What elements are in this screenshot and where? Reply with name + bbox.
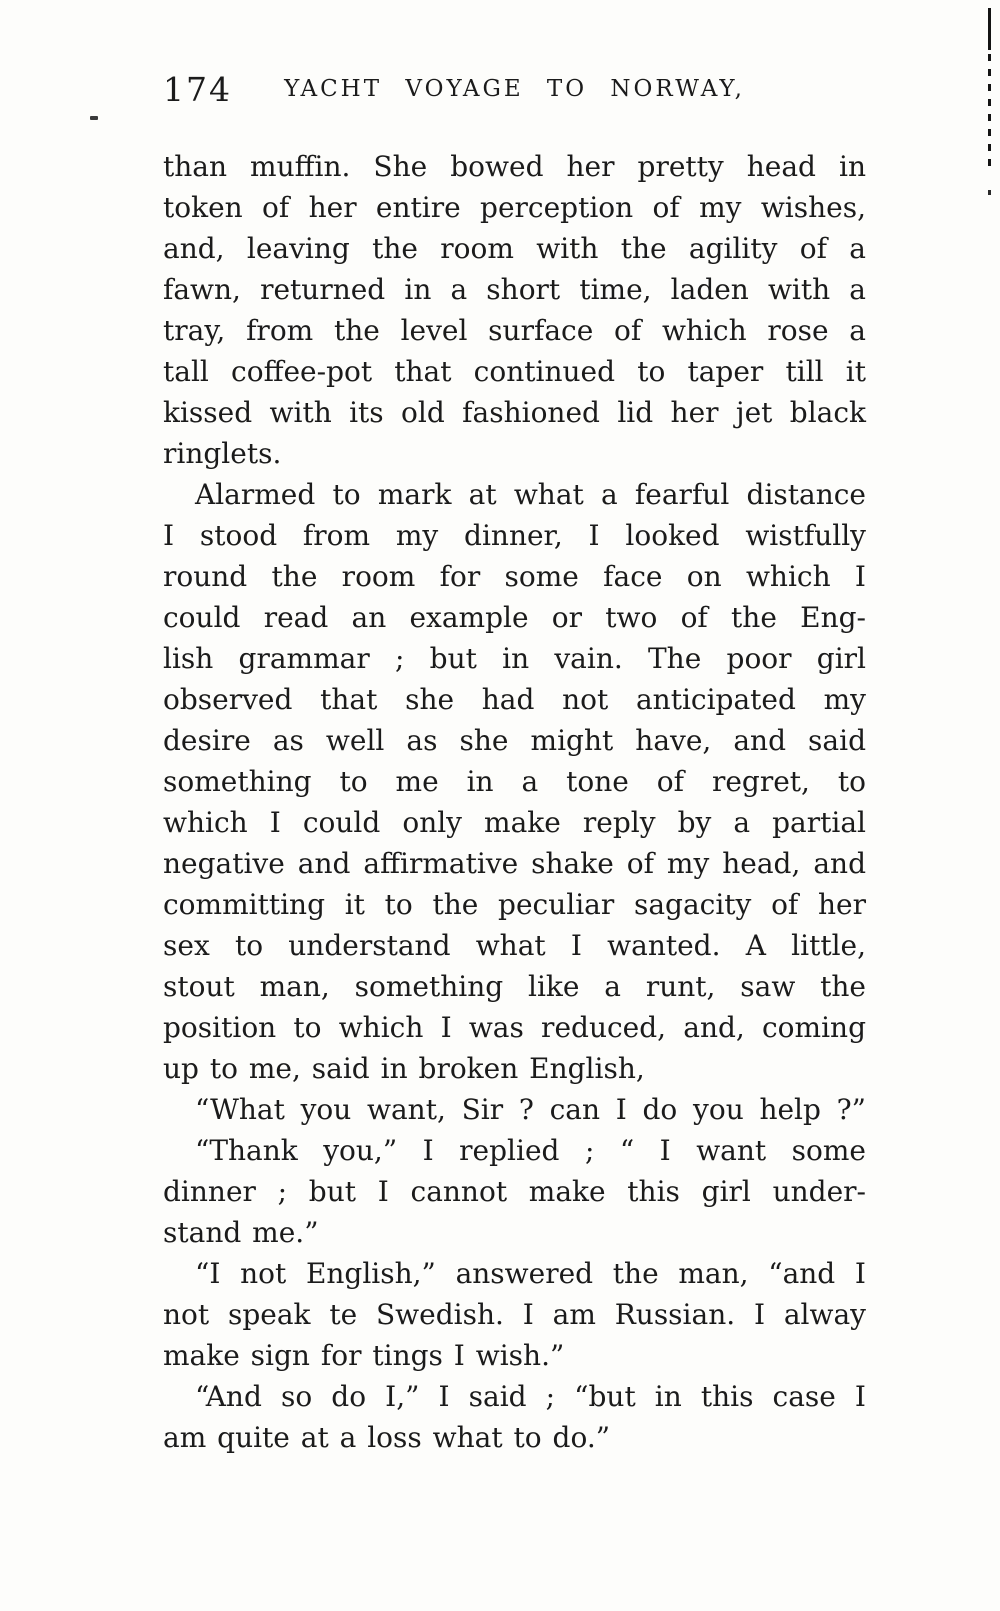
scan-edge-line-solid <box>988 8 991 50</box>
text-line: kissed with its old fashioned lid her jet black <box>163 396 866 429</box>
text-line: up to me, said in broken English, <box>163 1052 645 1085</box>
text-line: make sign for tings I wish.” <box>163 1339 565 1372</box>
text-line: desire as well as she might have, and said <box>163 724 866 757</box>
text-line: observed that she had not anticipated my <box>163 683 866 716</box>
text-line: round the room for some face on which I <box>163 560 866 593</box>
text-line: sex to understand what I wanted. A little, <box>163 929 866 962</box>
text-line: “Thank you,” I replied ; “ I want some <box>195 1134 866 1167</box>
text-line: than muffin. She bowed her pretty head in <box>163 150 866 183</box>
text-line: I stood from my dinner, I looked wistfully <box>163 519 866 552</box>
text-line: committing it to the peculiar sagacity of her <box>163 888 866 921</box>
text-line: “And so do I,” I said ; “but in this case I <box>195 1380 866 1413</box>
scan-margin-speck <box>90 116 98 120</box>
text-line: fawn, returned in a short time, laden with a <box>163 273 866 306</box>
text-line: position to which I was reduced, and, coming <box>163 1011 866 1044</box>
running-title: YACHT VOYAGE TO NORWAY, <box>284 76 745 102</box>
text-line: tray, from the level surface of which rose a <box>163 314 866 347</box>
text-line: negative and affirmative shake of my head, and <box>163 847 866 880</box>
scan-edge-dot <box>988 190 991 195</box>
text-line: and, leaving the room with the agility of a <box>163 232 866 265</box>
text-line: dinner ; but I cannot make this girl under- <box>163 1175 866 1208</box>
text-line: could read an example or two of the Eng- <box>163 601 866 634</box>
text-line: “What you want, Sir ? can I do you help ?” <box>195 1093 866 1126</box>
text-line: “I not English,” answered the man, “and I <box>195 1257 866 1290</box>
page-number: 174 <box>163 70 232 109</box>
page-header <box>163 70 866 110</box>
text-line: token of her entire perception of my wishes, <box>163 191 866 224</box>
text-line: ringlets. <box>163 437 282 470</box>
scan-edge-line-dashed <box>988 54 991 166</box>
text-line: Alarmed to mark at what a fearful distance <box>195 478 866 511</box>
text-line: which I could only make reply by a partial <box>163 806 866 839</box>
text-line: tall coffee-pot that continued to taper till it <box>163 355 866 388</box>
text-line: stand me.” <box>163 1216 319 1249</box>
text-line: not speak te Swedish. I am Russian. I alway <box>163 1298 866 1331</box>
text-body <box>163 146 866 1458</box>
text-line: something to me in a tone of regret, to <box>163 765 866 798</box>
text-line: lish grammar ; but in vain. The poor girl <box>163 642 866 675</box>
text-line: am quite at a loss what to do.” <box>163 1421 611 1454</box>
text-line: stout man, something like a runt, saw the <box>163 970 866 1003</box>
